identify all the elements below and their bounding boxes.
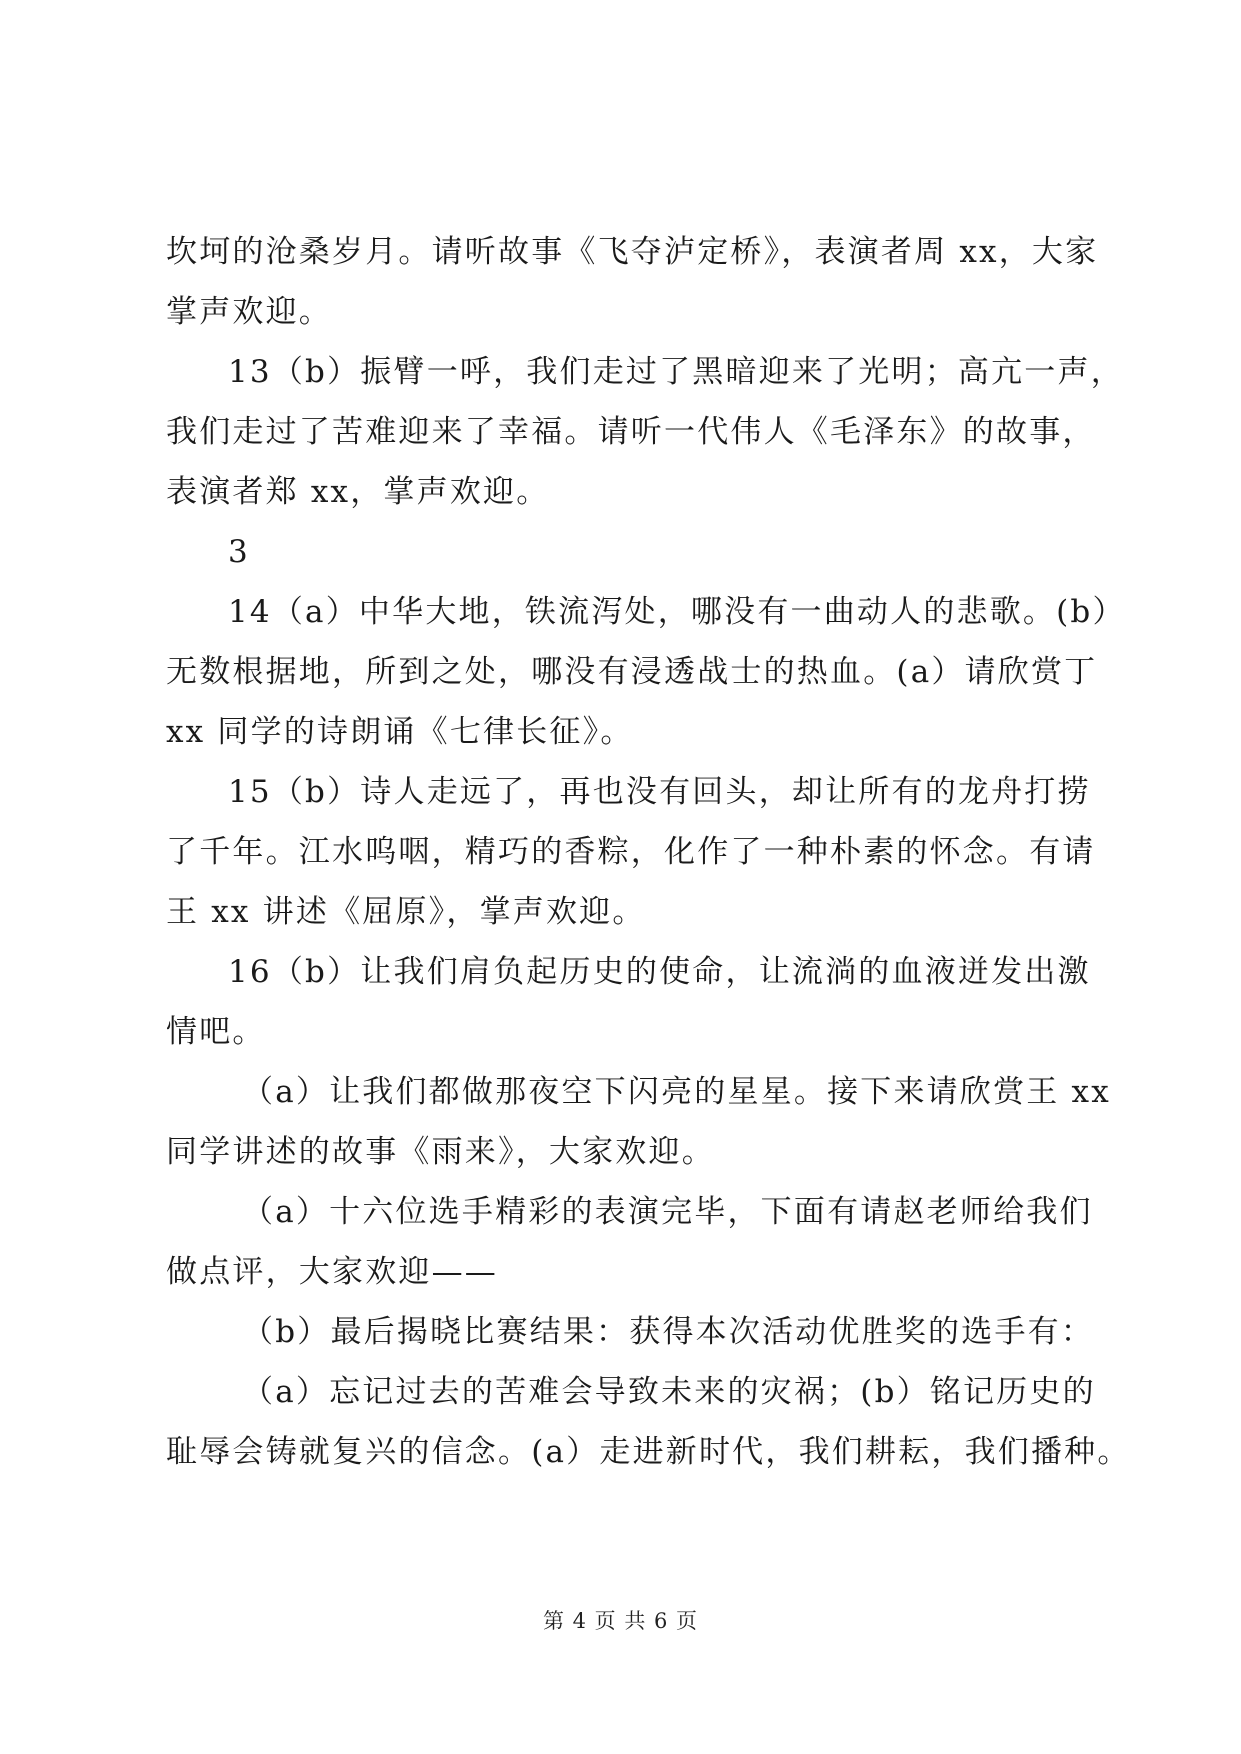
text-line: 王 xx 讲述《屈原》，掌声欢迎。 bbox=[166, 894, 646, 930]
section-number: 3 bbox=[228, 534, 250, 570]
text-line: 14（a）中华大地，铁流泻处，哪没有一曲动人的悲歌。(b） bbox=[228, 594, 1126, 630]
text-line: 16（b）让我们肩负起历史的使命，让流淌的血液迸发出激 bbox=[228, 954, 1091, 990]
text-line: 了千年。江水呜咽，精巧的香粽，化作了一种朴素的怀念。有请 bbox=[166, 834, 1096, 870]
text-line: （a）忘记过去的苦难会导致未来的灾祸；(b）铭记历史的 bbox=[242, 1374, 1096, 1410]
text-line: 掌声欢迎。 bbox=[166, 294, 332, 330]
text-line: 无数根据地，所到之处，哪没有浸透战士的热血。(a）请欣赏丁 bbox=[166, 654, 1098, 690]
text-line: 情吧。 bbox=[166, 1014, 266, 1050]
text-line: 做点评，大家欢迎—— bbox=[166, 1254, 498, 1290]
text-line: 我们走过了苦难迎来了幸福。请听一代伟人《毛泽东》的故事， bbox=[166, 414, 1096, 450]
text-line: xx 同学的诗朗诵《七律长征》。 bbox=[166, 714, 634, 750]
text-line: 15（b）诗人走远了，再也没有回头，却让所有的龙舟打捞 bbox=[228, 774, 1091, 810]
document-body bbox=[166, 222, 1131, 1482]
page-footer: 第 4 页 共 6 页 bbox=[542, 1609, 699, 1633]
text-line: 耻辱会铸就复兴的信念。(a）走进新时代，我们耕耘，我们播种。 bbox=[166, 1434, 1131, 1470]
text-line: （a）十六位选手精彩的表演完毕，下面有请赵老师给我们 bbox=[242, 1194, 1093, 1230]
text-line: （a）让我们都做那夜空下闪亮的星星。接下来请欣赏王 xx bbox=[242, 1074, 1111, 1110]
text-line: 同学讲述的故事《雨来》，大家欢迎。 bbox=[166, 1134, 715, 1170]
text-line: （b）最后揭晓比赛结果：获得本次活动优胜奖的选手有： bbox=[242, 1314, 1095, 1350]
text-line: 表演者郑 xx，掌声欢迎。 bbox=[166, 474, 550, 510]
text-line: 13（b）振臂一呼，我们走过了黑暗迎来了光明；高亢一声， bbox=[228, 354, 1124, 390]
text-line: 坎坷的沧桑岁月。请听故事《飞夺泸定桥》，表演者周 xx，大家 bbox=[166, 234, 1099, 270]
